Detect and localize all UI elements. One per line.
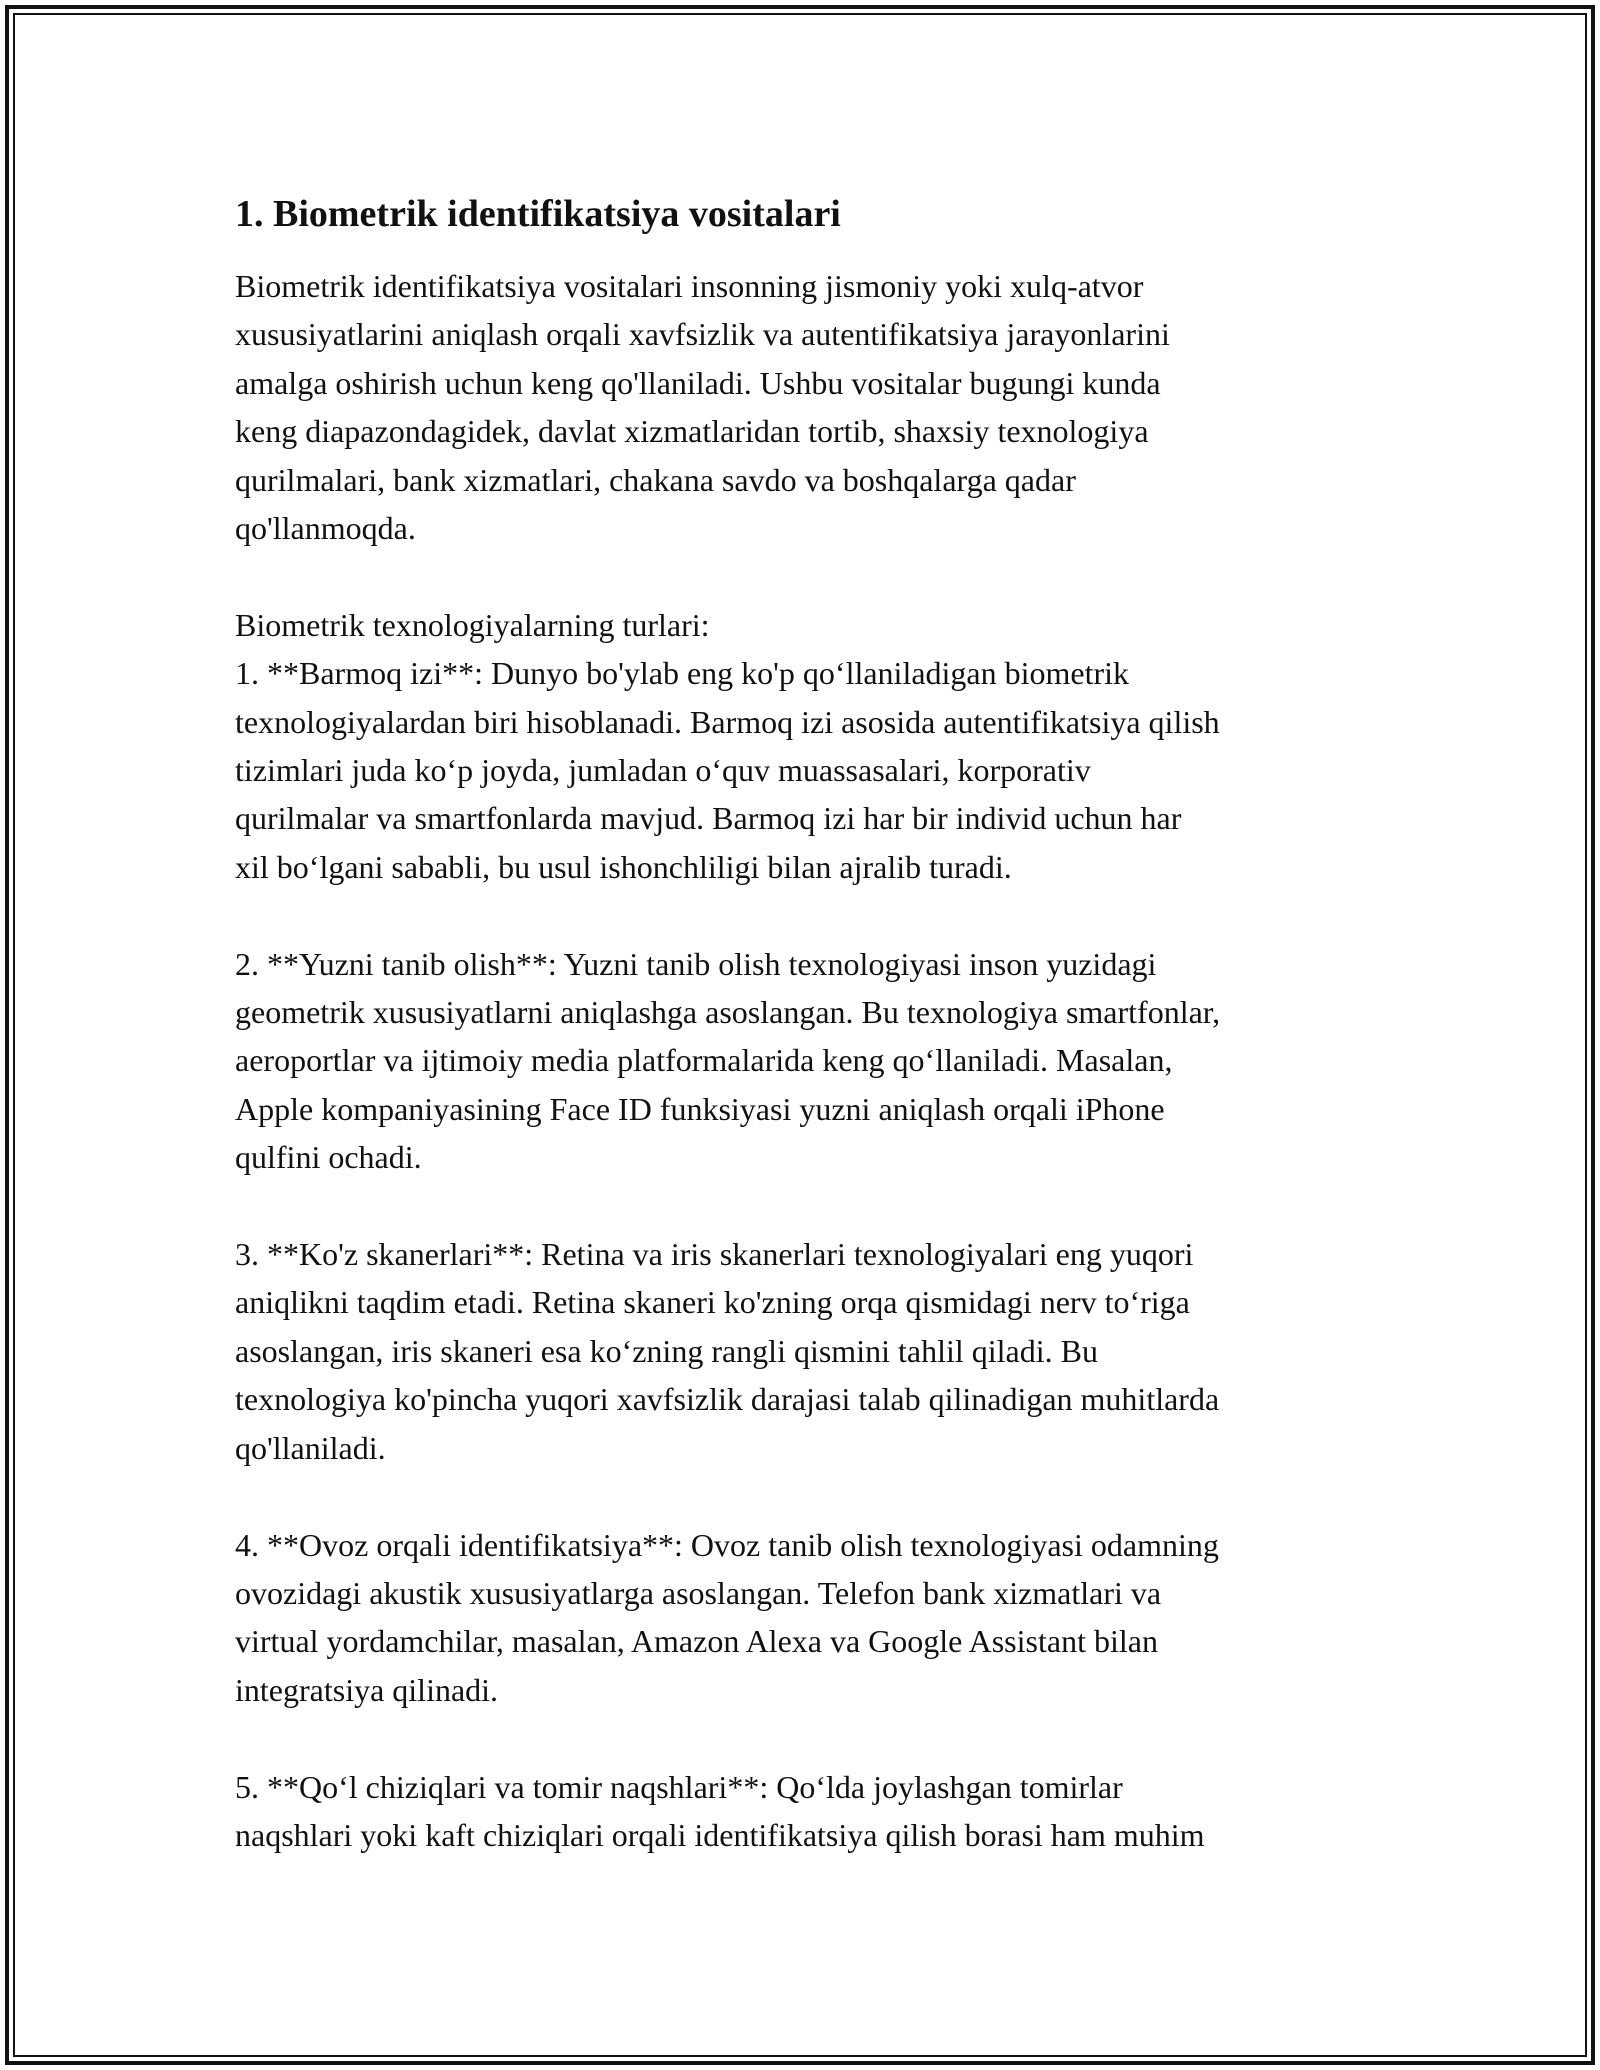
- types-heading: Biometrik texnologiyalarning turlari:: [235, 606, 710, 643]
- text-line: 1. **Barmoq izi**: Dunyo bo'ylab eng ko'p qo‘llaniladigan biometrik: [235, 655, 1130, 692]
- text-line: texnologiya ko'pincha yuqori xavfsizlik darajasi talab qilinadigan muhitlarda: [235, 1381, 1220, 1418]
- text-line: qurilmalari, bank xizmatlari, chakana savdo va boshqalarga qadar: [235, 461, 1076, 498]
- text-line: 2. **Yuzni tanib olish**: Yuzni tanib olish texnologiyasi inson yuzidagi: [235, 945, 1157, 982]
- list-item-palm-veins: [235, 1763, 1395, 1860]
- text-line: xil bo‘lgani sababli, bu usul ishonchliligi bilan ajralib turadi.: [235, 848, 1012, 885]
- text-line: Biometrik identifikatsiya vositalari insonning jismoniy yoki xulq-atvor: [235, 268, 1144, 304]
- text-line: qo'llanmoqda.: [235, 510, 416, 547]
- paragraph-gap: [235, 1714, 1395, 1762]
- text-line: ovozidagi akustik xususiyatlarga asoslangan. Telefon bank xizmatlari va: [235, 1574, 1162, 1611]
- text-line: xususiyatlarini aniqlash orqali xavfsizlik va autentifikatsiya jarayonlarini: [235, 316, 1170, 353]
- paragraph-gap: [235, 552, 1395, 600]
- text-line: texnologiyalardan biri hisoblanadi. Barmoq izi asosida autentifikatsiya qilish: [235, 703, 1220, 740]
- paragraph-gap: [235, 1472, 1395, 1520]
- text-line: geometrik xususiyatlarni aniqlashga asoslangan. Bu texnologiya smartfonlar,: [235, 994, 1221, 1031]
- document-title: 1. Biometrik identifikatsiya vositalari: [235, 193, 841, 235]
- list-item-voice-identification: [235, 1521, 1395, 1715]
- document-body: [235, 188, 1395, 1859]
- text-line: tizimlari juda ko‘p joyda, jumladan o‘quv muassasalari, korporativ: [235, 752, 1091, 789]
- text-line: qurilmalar va smartfonlarda mavjud. Barmoq izi har bir individ uchun har: [235, 800, 1182, 837]
- text-line: keng diapazondagidek, davlat xizmatlaridan tortib, shaxsiy texnologiya: [235, 413, 1149, 450]
- intro-paragraph: [235, 262, 1395, 552]
- text-line: Apple kompaniyasining Face ID funksiyasi yuzni aniqlash orqali iPhone: [235, 1090, 1165, 1127]
- text-line: 4. **Ovoz orqali identifikatsiya**: Ovoz tanib olish texnologiyasi odamning: [235, 1526, 1219, 1563]
- text-line: naqshlari yoki kaft chiziqlari orqali identifikatsiya qilish borasi ham muhim: [235, 1816, 1205, 1853]
- text-line: 3. **Ko'z skanerlari**: Retina va iris skanerlari texnologiyalari eng yuqori: [235, 1236, 1194, 1273]
- paragraph-gap: [235, 891, 1395, 939]
- text-line: aniqlikni taqdim etadi. Retina skaneri ko'zning orqa qismidagi nerv to‘riga: [235, 1284, 1190, 1321]
- list-item-eye-scanners: [235, 1230, 1395, 1472]
- text-line: virtual yordamchilar, masalan, Amazon Alexa va Google Assistant bilan: [235, 1623, 1158, 1660]
- text-line: 5. **Qo‘l chiziqlari va tomir naqshlari**: Qo‘lda joylashgan tomirlar: [235, 1768, 1123, 1805]
- text-line: qo'llaniladi.: [235, 1429, 386, 1466]
- text-line: aeroportlar va ijtimoiy media platformalarida keng qo‘llaniladi. Masalan,: [235, 1042, 1173, 1079]
- text-line: integratsiya qilinadi.: [235, 1671, 499, 1708]
- text-line: qulfini ochadi.: [235, 1139, 422, 1176]
- text-line: amalga oshirish uchun keng qo'llaniladi. Ushbu vositalar bugungi kunda: [235, 364, 1161, 401]
- text-line: asoslangan, iris skaneri esa ko‘zning rangli qismini tahlil qiladi. Bu: [235, 1332, 1098, 1369]
- types-section: [235, 601, 1395, 891]
- list-item-face-recognition: [235, 940, 1395, 1182]
- paragraph-gap: [235, 1182, 1395, 1230]
